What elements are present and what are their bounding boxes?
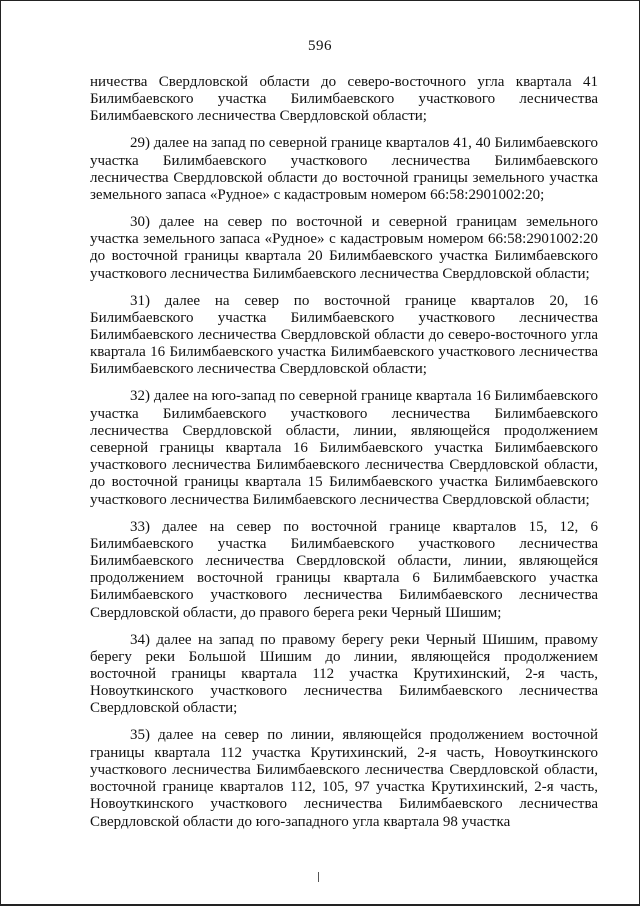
paragraph-item-34: 34) далее на запад по правому берегу реки Черный Шишим, правому берегу реки Большой Шишим до линии, являющейся продолжением восточной границы квартала 112 участка Крутихинский, 2-я часть, Новоуткинского участкового лесничества Билимбаевского лесничества Свердловской области;	[90, 631, 598, 717]
paragraph-item-33: 33) далее на север по восточной границе кварталов 15, 12, 6 Билимбаевского участка Билимбаевского участкового лесничества Билимбаевского лесничества Свердловской области, линии, являющейся продолжением восточной границы квартала 6 Билимбаевского участка Билимбаевского участкового лесничества Билимбаевского лесничества Свердловской области, до правого берега реки Черный Шишим;	[90, 518, 598, 621]
paragraph-item-31: 31) далее на север по восточной границе кварталов 20, 16 Билимбаевского участка Билимбаевского участкового лесничества Билимбаевского лесничества Свердловской области до северо-восточного угла квартала 16 Билимбаевского участка Билимбаевского участкового лесничества Билимбаевского лесничества Свердловской области;	[90, 292, 598, 378]
paragraph-item-30: 30) далее на север по восточной и северной границам земельного участка земельного запаса «Рудное» с кадастровым номером 66:58:2901002:20 до восточной границы квартала 20 Билимбаевского участка Билимбаевского участкового лесничества Билимбаевского лесничества Свердловской области;	[90, 214, 598, 282]
paragraph-continued: ничества Свердловской области до северо-восточного угла квартала 41 Билимбаевского участка Билимбаевского участкового лесничества Билимбаевского лесничества Свердловской области;	[90, 74, 598, 125]
paragraph-item-35: 35) далее на север по линии, являющейся продолжением восточной границы квартала 112 участка Крутихинский, 2-я часть, Новоуткинского участкового лесничества Билимбаевского лесничества Свердловской области, восточной границе кварталов 112, 105, 97 участка Крутихинский, 2-я часть, Новоуткинского участкового лесничества Билимбаевского лесничества Свердловской области до юго-западного угла квартала 98 участка	[90, 727, 598, 830]
paragraph-item-29: 29) далее на запад по северной границе кварталов 41, 40 Билимбаевского участка Билимбаевского участкового лесничества Билимбаевского лесничества Свердловской области до восточной границы земельного участка земельного запаса «Рудное» с кадастровым номером 66:58:2901002:20;	[90, 135, 598, 204]
scan-mark	[318, 872, 319, 882]
paragraph-item-32: 32) далее на юго-запад по северной границе квартала 16 Билимбаевского участка Билимбаевского участкового лесничества Билимбаевского лесничества Свердловской области, линии, являющейся продолжением северной границы квартала 16 Билимбаевского участка Билимбаевского участкового лесничества Билимбаевского лесничества Свердловской области, до восточной границы квартала 15 Билимбаевского участка Билимбаевского участкового лесничества Билимбаевского лесничества Свердловской области;	[90, 388, 598, 508]
page-number: 596	[308, 38, 332, 54]
document-body	[90, 74, 598, 841]
